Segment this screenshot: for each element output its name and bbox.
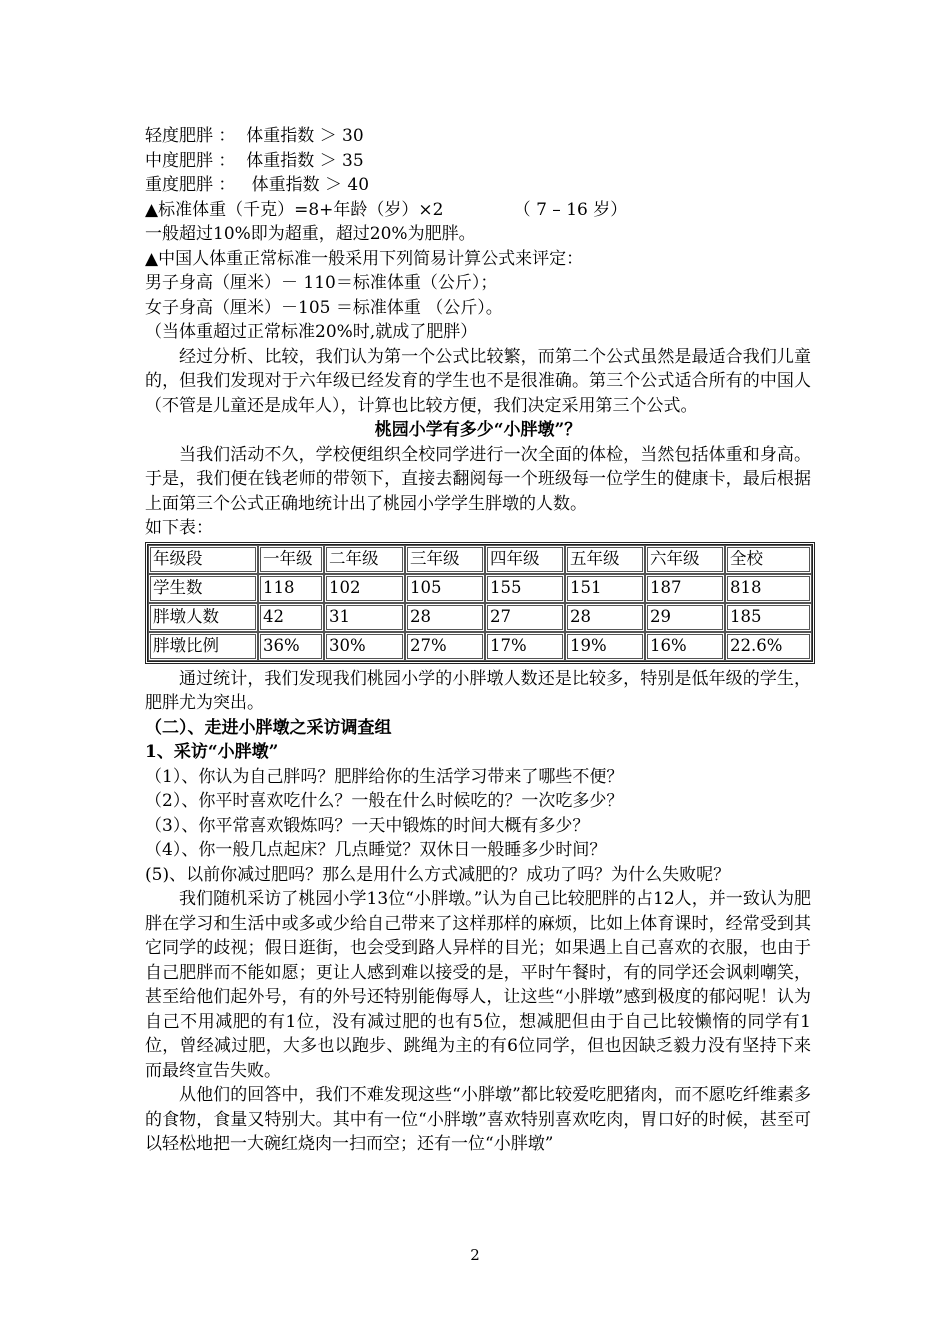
table-cell: 818	[725, 574, 812, 603]
table-cell: 年级段	[148, 545, 258, 574]
obesity-stats-table	[145, 542, 815, 664]
table-cell: 27%	[405, 632, 485, 661]
table-cell: 五年级	[565, 545, 645, 574]
analysis-paragraph: 经过分析、比较，我们认为第一个公式比较繁，而第二个公式虽然是最适合我们儿童的，但我们发现对于六年级已经发育的学生也不是很准确。第三个公式适合所有的中国人（不管是儿童还是成年人），计算也比较方便，我们决定采用第三个公式。	[145, 346, 811, 416]
criteria-line: 一般超过10%即为超重，超过20%为肥胖。	[145, 224, 476, 244]
question-item: （2）、你平时喜欢吃什么？一般在什么时候吃的？一次吃多少？	[145, 791, 624, 811]
table-cell: 16%	[645, 632, 725, 661]
table-row	[148, 574, 812, 603]
table-cell: 胖墩比例	[148, 632, 258, 661]
table-cell: 胖墩人数	[148, 603, 258, 632]
table-cell: 102	[324, 574, 405, 603]
table-cell: 187	[645, 574, 725, 603]
criteria-line: 中度肥胖 ： 体重指数 ＞ 35	[145, 150, 364, 171]
table-cell: 学生数	[148, 574, 258, 603]
part-two-title: （二）、走进小胖墩之采访调查组	[145, 717, 392, 738]
criteria-line: 男子身高（厘米）－ 110＝标准体重（公斤）；	[145, 273, 498, 293]
table-cell: 19%	[565, 632, 645, 661]
question-item: （4）、你一般几点起床？几点睡觉？双休日一般睡多少时间？	[145, 840, 607, 860]
table-cell: 四年级	[485, 545, 565, 574]
table-cell: 一年级	[258, 545, 324, 574]
table-cell: 105	[405, 574, 485, 603]
interview-title: 1、采访“小胖墩”	[145, 742, 279, 762]
table-cell: 27	[485, 603, 565, 632]
table-cell: 185	[725, 603, 812, 632]
table-cell: 151	[565, 574, 645, 603]
table-cell: 28	[405, 603, 485, 632]
criteria-line: ▲标准体重（千克）=8+年龄（岁）×2 （ 7 – 16 岁）	[145, 199, 628, 220]
page-number: 2	[470, 1246, 480, 1264]
table-cell: 36%	[258, 632, 324, 661]
answers-paragraph: 从他们的回答中，我们不难发现这些“小胖墩”都比较爱吃肥猪肉，而不愿吃纤维素多的食物，食量又特别大。其中有一位“小胖墩”喜欢特别喜欢吃肉，胃口好的时候，甚至可以轻松地把一大碗红烧肉一扫而空；还有一位“小胖墩”	[145, 1085, 811, 1154]
interview-paragraph: 我们随机采访了桃园小学13位“小胖墩。”认为自己比较肥胖的占12人，并一致认为肥胖在学习和生活中或多或少给自己带来了这样那样的麻烦，比如上体育课时，经常受到其它同学的歧视；假日逛街，也会受到路人异样的目光；如果遇上自己喜欢的衣服，也由于自己肥胖而不能如愿；更让人感到难以接受的是，平时午餐时，有的同学还会讽刺嘲笑，甚至给他们起外号，有的外号还特别能侮辱人，让这些“小胖墩”感到极度的郁闷呢！认为自己不用减肥的有1位，没有减过肥的也有5位，想减肥但由于自己比较懒惰的同学有1位，曾经减过肥，大多也以跑步、跳绳为主的有6位同学，但也因缺乏毅力没有坚持下来而最终宣告失败。	[145, 889, 811, 1081]
table-cell: 30%	[324, 632, 405, 661]
criteria-line: （当体重超过正常标准20%时,就成了肥胖）	[145, 322, 478, 342]
table-intro: 如下表：	[145, 518, 213, 538]
table-cell: 22.6%	[725, 632, 812, 661]
page-content	[145, 124, 811, 1157]
criteria-line: 轻度肥胖 ： 体重指数 ＞ 30	[145, 126, 364, 146]
survey-paragraph: 当我们活动不久，学校便组织全校同学进行一次全面的体检，当然包括体重和身高。于是，我们便在钱老师的带领下，直接去翻阅每一个班级每一位学生的健康卡，最后根据上面第三个公式正确地统计出了桃园小学学生胖墩的人数。	[145, 444, 811, 514]
table-cell: 118	[258, 574, 324, 603]
criteria-line: 重度肥胖 ： 体重指数 ＞ 40	[145, 175, 370, 195]
table-cell: 六年级	[645, 545, 725, 574]
table-row	[148, 632, 812, 661]
table-cell: 17%	[485, 632, 565, 661]
table-cell: 29	[645, 603, 725, 632]
table-cell: 28	[565, 603, 645, 632]
table-cell: 155	[485, 574, 565, 603]
table-cell: 三年级	[405, 545, 485, 574]
criteria-line: 女子身高（厘米）－105 ＝标准体重 （公斤）。	[145, 297, 503, 318]
section-title: 桃园小学有多少“小胖墩”？	[374, 420, 582, 440]
question-item: (5)、以前你减过肥吗？那么是用什么方式减肥的？成功了吗？为什么失败呢？	[145, 864, 731, 885]
conclusion-paragraph: 通过统计，我们发现我们桃园小学的小胖墩人数还是比较多，特别是低年级的学生，肥胖尤为突出。	[145, 668, 811, 713]
table-cell: 全校	[725, 545, 812, 574]
criteria-line: ▲中国人体重正常标准一般采用下列简易计算公式来评定：	[145, 248, 584, 269]
question-item: （1）、你认为自己胖吗？肥胖给你的生活学习带来了哪些不便？	[145, 766, 624, 787]
table-cell: 42	[258, 603, 324, 632]
table-cell: 31	[324, 603, 405, 632]
table-header-row	[148, 545, 812, 574]
question-item: （3）、你平常喜欢锻炼吗？一天中锻炼的时间大概有多少？	[145, 815, 590, 836]
table-row	[148, 603, 812, 632]
table-cell: 二年级	[324, 545, 405, 574]
